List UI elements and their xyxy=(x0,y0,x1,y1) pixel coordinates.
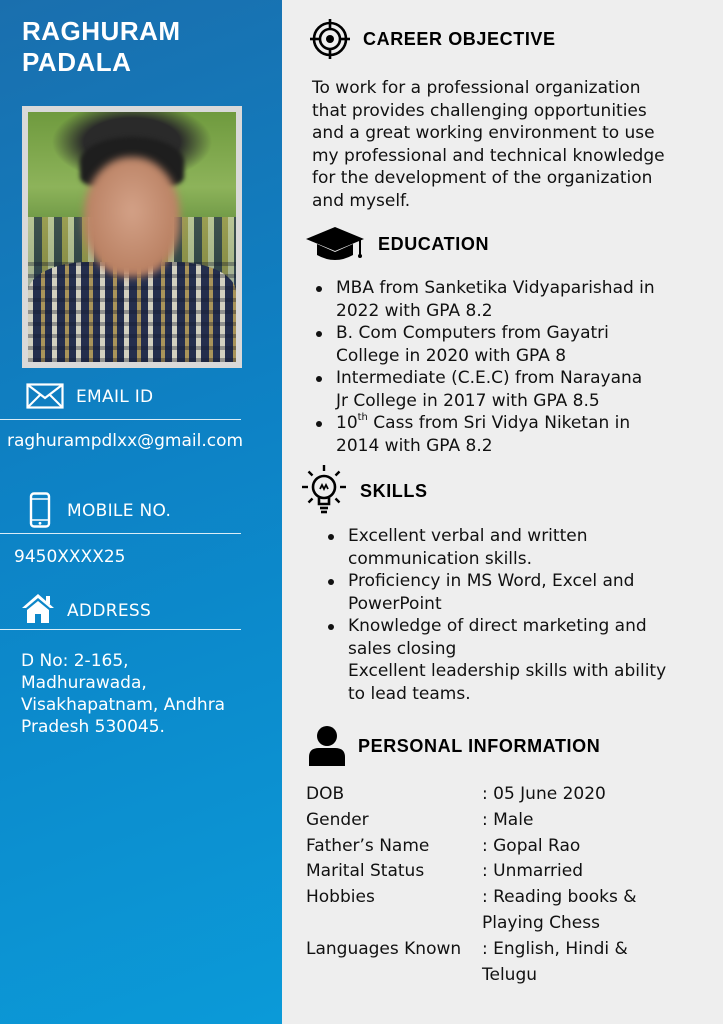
section-title: EDUCATION xyxy=(378,233,490,254)
address-line: D No: 2-165, xyxy=(21,651,129,671)
address-line: Madhurawada, xyxy=(21,673,147,693)
table-row: Marital Status : Unmarried xyxy=(306,861,583,882)
table-row: Father’s Name : Gopal Rao xyxy=(306,835,581,856)
career-objective-text: To work for a professional organization that provides challenging opportunities and a great working environment to use my professional and technical knowledge for the development of the organization and myself. xyxy=(312,78,665,211)
first-name: RAGHURAM xyxy=(22,16,181,46)
list-item: Knowledge of direct marketing and sales closing Excellent leadership skills with ability to lead teams. xyxy=(324,615,666,705)
list-item: Excellent verbal and written communication skills. xyxy=(324,525,666,570)
address-label: ADDRESS xyxy=(67,601,152,621)
profile-photo xyxy=(28,112,236,362)
profile-photo-frame xyxy=(22,106,242,368)
last-name: PADALA xyxy=(22,47,132,77)
table-row: DOB : 05 June 2020 xyxy=(306,784,606,804)
section-title: CAREER OBJECTIVE xyxy=(363,28,556,49)
education-heading xyxy=(304,225,489,263)
mobile-value: 9450XXXX25 xyxy=(14,547,126,567)
table-row: Languages Known : English, Hindi & Telugu xyxy=(306,938,628,985)
skills-heading xyxy=(300,463,428,519)
address-value xyxy=(21,650,225,738)
mobile-phone-icon xyxy=(29,492,51,532)
home-icon xyxy=(20,592,56,628)
list-item: B. Com Computers from Gayatri College in 2020 with GPA 8 xyxy=(312,322,655,367)
email-value: raghurampdlxx@gmail.com xyxy=(7,431,244,451)
target-icon xyxy=(309,18,351,60)
address-line: Pradesh 530045. xyxy=(21,717,165,737)
sidebar xyxy=(0,0,282,1024)
graduation-cap-icon xyxy=(304,225,366,263)
education-list xyxy=(312,277,655,457)
list-item: Intermediate (C.E.C) from Narayana Jr College in 2017 with GPA 8.5 xyxy=(312,367,655,412)
section-title: PERSONAL INFORMATION xyxy=(358,735,601,756)
career-objective-heading xyxy=(309,18,556,60)
address-line: Visakhapatnam, Andhra xyxy=(21,695,226,715)
email-label: EMAIL ID xyxy=(76,387,154,407)
candidate-name xyxy=(22,16,181,78)
personal-information-table xyxy=(306,782,637,988)
lightbulb-icon xyxy=(300,463,348,519)
envelope-icon xyxy=(26,383,64,413)
table-row: Hobbies : Reading books & Playing Chess xyxy=(306,887,637,933)
email-heading xyxy=(0,380,241,420)
list-item: Proficiency in MS Word, Excel and PowerPoint xyxy=(324,570,666,615)
skills-list xyxy=(324,525,666,705)
personal-information-heading xyxy=(307,725,600,767)
mobile-heading xyxy=(0,494,241,534)
list-item: MBA from Sanketika Vidyaparishad in 2022 with GPA 8.2 xyxy=(312,277,655,322)
address-heading xyxy=(0,590,241,630)
mobile-label: MOBILE NO. xyxy=(67,501,172,521)
user-icon xyxy=(307,725,347,767)
section-title: SKILLS xyxy=(360,480,428,501)
table-row: Gender : Male xyxy=(306,809,534,830)
list-item: 10th Cass from Sri Vidya Niketan in 2014 with GPA 8.2 xyxy=(312,412,655,457)
